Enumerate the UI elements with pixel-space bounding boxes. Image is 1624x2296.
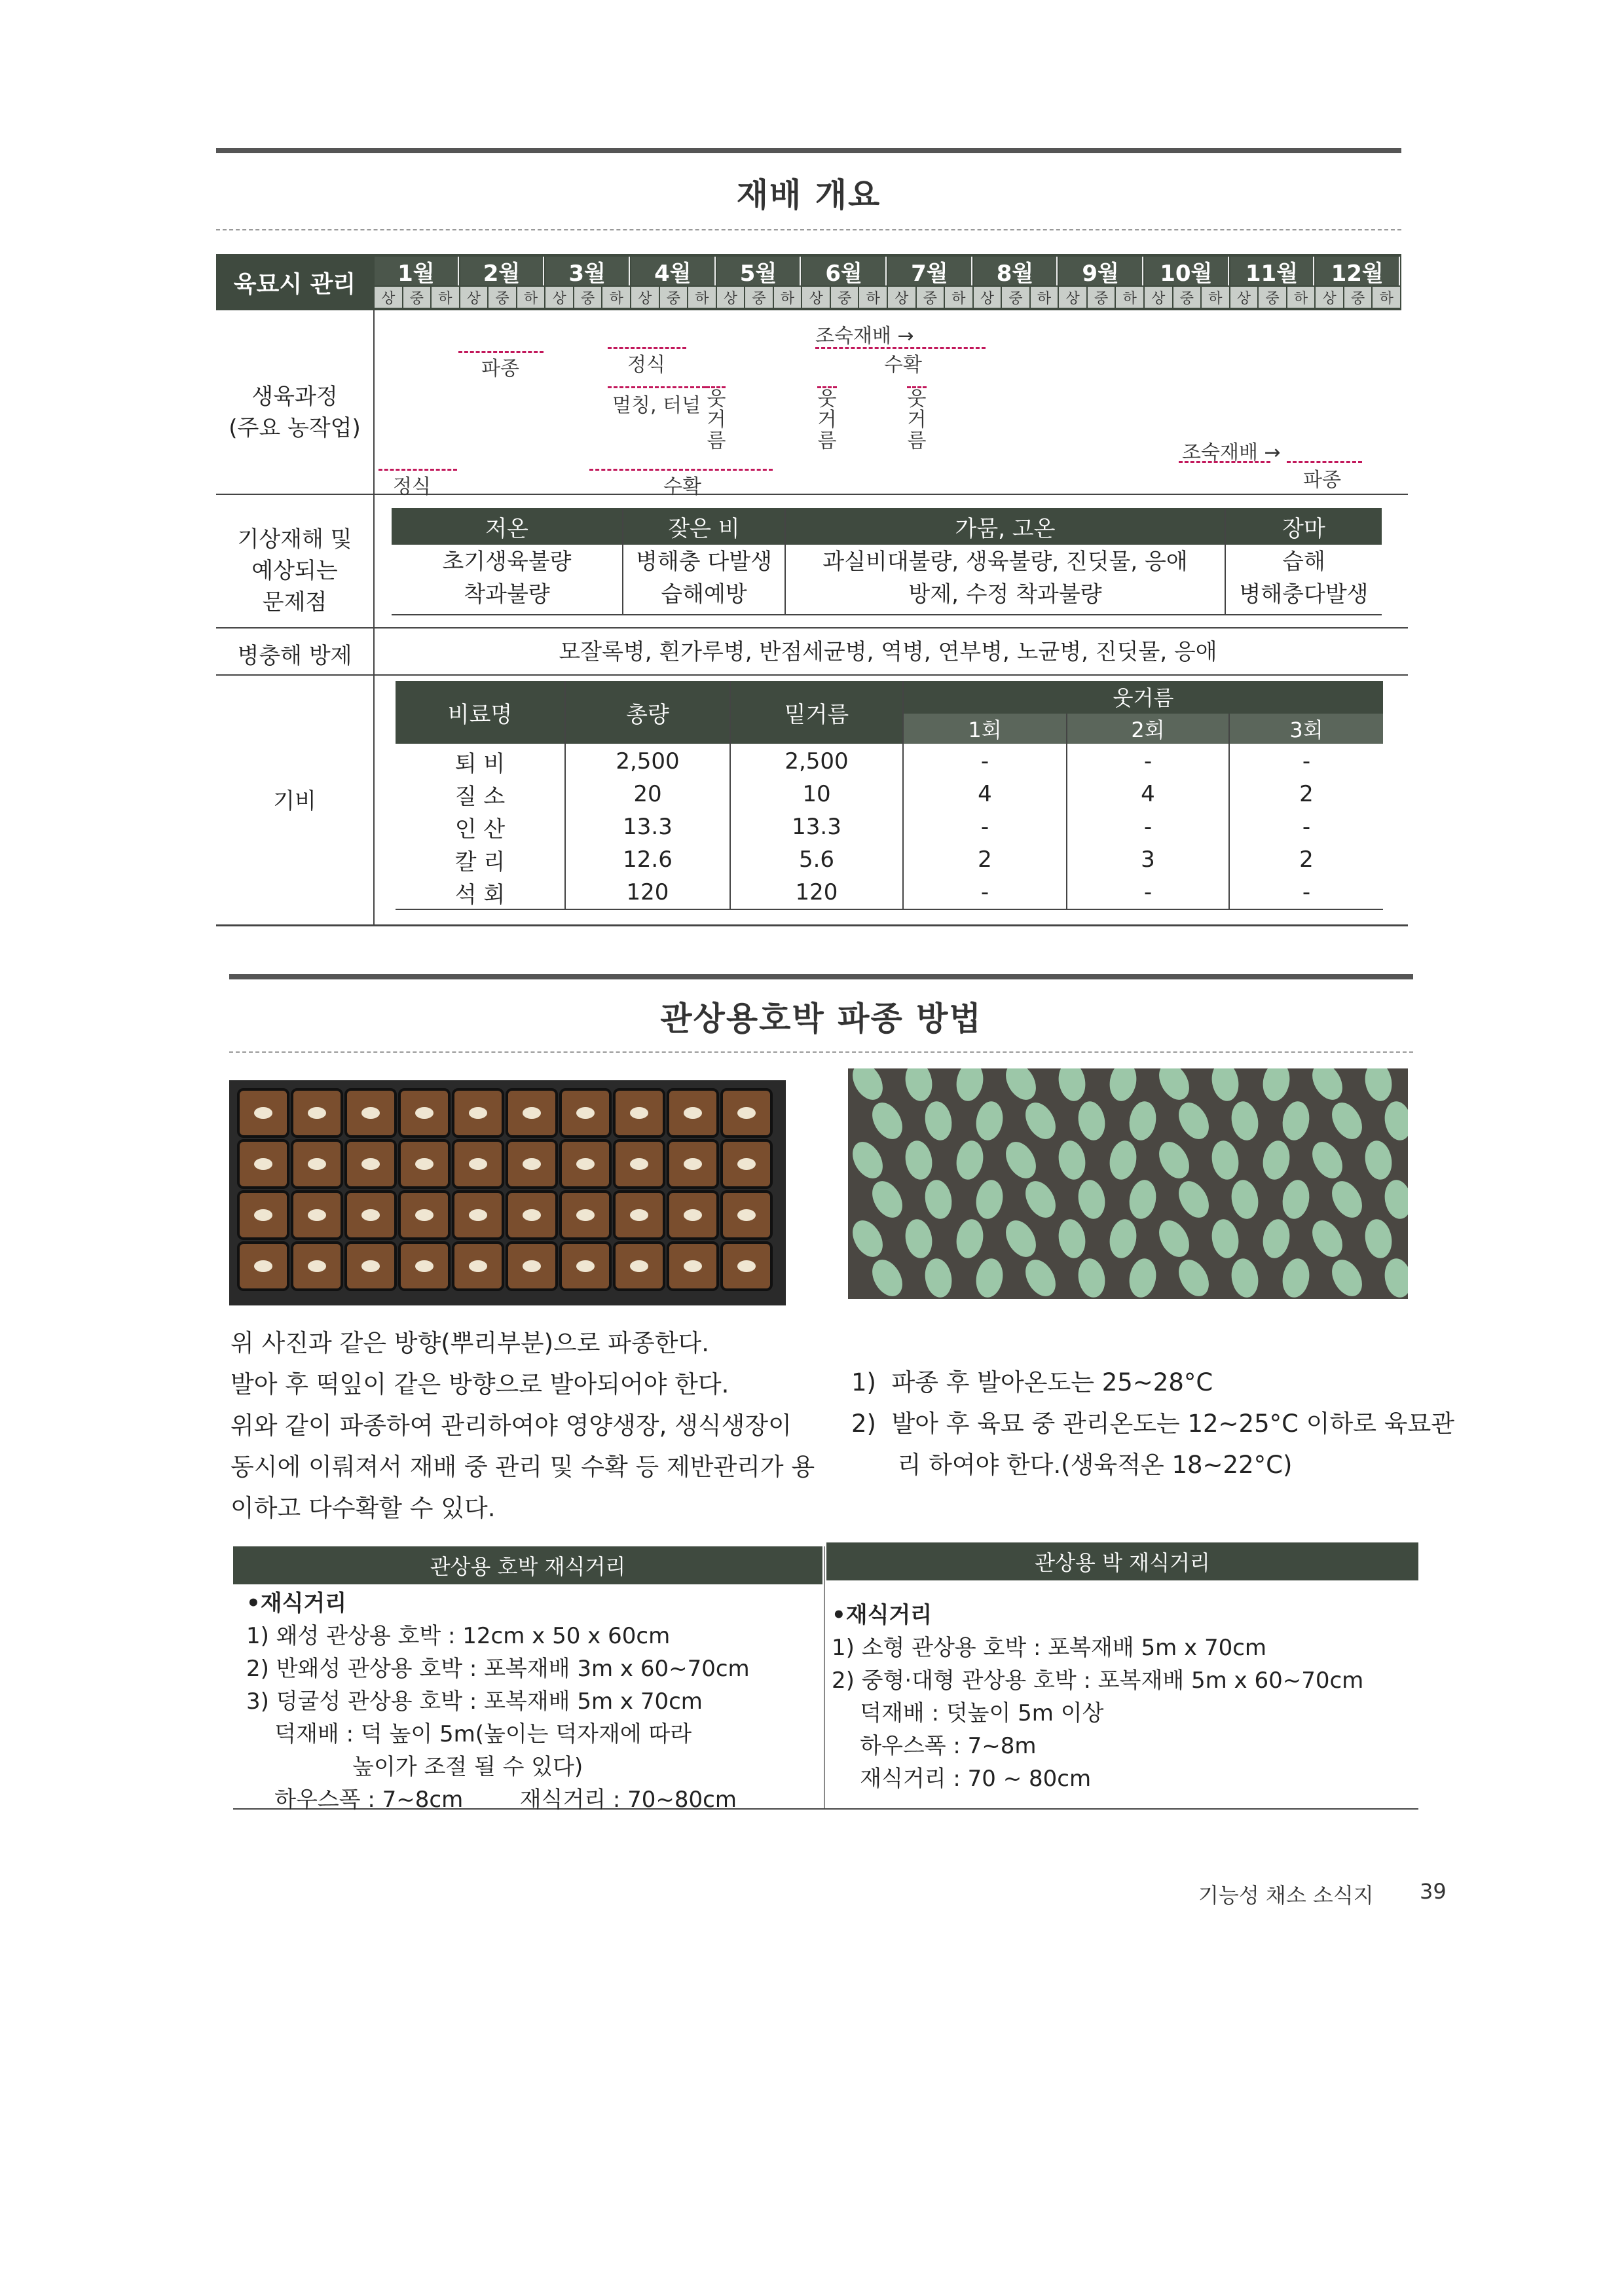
weather-monsoon-line2: 병해충다발생 (1239, 581, 1369, 608)
footer-publication: 기능성 채소 소식지 (1198, 1883, 1374, 1908)
weather-head-rain: 잦은 비 (668, 515, 740, 542)
fert-cell-total: 120 (626, 879, 669, 905)
month-sub-1-3: 하 (432, 287, 459, 308)
fert-cell-t3: 2 (1299, 847, 1314, 873)
fert-cell-t1: 4 (978, 781, 992, 807)
month-sub-11-2: 중 (1259, 287, 1286, 308)
month-sub-10-1: 상 (1145, 287, 1172, 308)
month-sub-1-1: 상 (375, 287, 402, 308)
weather-rain-line1: 병해충 다발생 (636, 549, 772, 575)
fert-head-total: 총량 (626, 701, 669, 728)
seed (308, 1209, 326, 1221)
row-divider (216, 674, 1408, 676)
month-sub-3-3: 하 (602, 287, 630, 308)
month-sub-6-2: 중 (831, 287, 858, 308)
seed (737, 1158, 756, 1170)
sowing-text-line2: 발아 후 떡잎이 같은 방향으로 발아되어야 한다. (231, 1370, 729, 1398)
fert-cell-t3: - (1302, 748, 1311, 774)
month-4: 4월 (631, 257, 716, 285)
spacing-line: 덕재배 : 덧높이 5m 이상 (832, 1700, 1104, 1726)
growth-planting2: 정식 (393, 475, 431, 498)
seed (254, 1260, 272, 1272)
growth-label-line2: (주요 농작업) (229, 415, 361, 441)
fert-bottom-line (396, 909, 1383, 910)
seed (415, 1158, 434, 1170)
month-sub-7-1: 상 (888, 287, 915, 308)
growth-sowing2: 파종 (1303, 469, 1341, 492)
seed (523, 1260, 541, 1272)
month-sub-7-2: 중 (917, 287, 944, 308)
fertilizer-label: 기비 (273, 788, 316, 814)
box-right-title: 관상용 박 재식거리 (1035, 1550, 1210, 1575)
seed (469, 1260, 487, 1272)
fert-cell-base: 120 (795, 879, 838, 905)
fert-cell-total: 2,500 (616, 748, 680, 774)
fert-head-name: 비료명 (447, 701, 513, 728)
fert-cell-base: 5.6 (798, 847, 835, 873)
fert-col-divider (564, 681, 566, 909)
month-sub-12-3: 하 (1373, 287, 1400, 308)
month-7: 7월 (888, 257, 972, 285)
box-left-heading: •재식거리 (246, 1590, 347, 1616)
box-left-title: 관상용 호박 재식거리 (430, 1554, 626, 1579)
seedlings-photo (848, 1068, 1408, 1299)
growth-topdress-2: 웃거름 (817, 388, 837, 452)
pest-label: 병충해 방제 (237, 643, 352, 669)
seed (737, 1107, 756, 1119)
weather-label-2: 예상되는 (251, 558, 338, 584)
fert-cell-t2: 4 (1141, 781, 1155, 807)
month-sub-11-1: 상 (1230, 287, 1258, 308)
seed (684, 1260, 702, 1272)
growth-late-cultivation: 조숙재배 → (815, 325, 914, 348)
month-sub-9-2: 중 (1088, 287, 1115, 308)
month-sub-4-1: 상 (631, 287, 659, 308)
fert-cell-total: 13.3 (623, 814, 673, 840)
seed (415, 1107, 434, 1119)
month-sub-5-3: 하 (774, 287, 802, 308)
month-sub-4-3: 하 (688, 287, 716, 308)
temp-text-line1: 1) 파종 후 발아온도는 25~28°C (851, 1368, 1213, 1396)
month-11: 11월 (1230, 257, 1315, 285)
month-sub-3-1: 상 (545, 287, 573, 308)
fert-head-t3: 3회 (1289, 718, 1323, 742)
weather-rain-line2: 습해예방 (661, 581, 747, 608)
temp-text-line2: 2) 발아 후 육묘 중 관리온도는 12~25°C 이하로 육묘관 (851, 1410, 1454, 1438)
seed (308, 1260, 326, 1272)
fert-cell-name: 석 회 (454, 881, 506, 908)
fert-cell-name: 질 소 (454, 783, 506, 810)
section2-title-underline (229, 1051, 1413, 1053)
weather-cold-line2: 착과불량 (464, 581, 550, 608)
fert-cell-total: 12.6 (623, 847, 673, 873)
seed (361, 1209, 380, 1221)
box-right-heading: •재식거리 (832, 1602, 932, 1628)
month-2: 2월 (460, 257, 545, 285)
seed (361, 1158, 380, 1170)
pest-text: 모잘록병, 흰가루병, 반점세균병, 역병, 연부병, 노균병, 진딧물, 응애 (559, 639, 1217, 665)
seed (684, 1107, 702, 1119)
seed (684, 1158, 702, 1170)
seed (254, 1107, 272, 1119)
month-sub-7-3: 하 (945, 287, 972, 308)
fert-col-divider (1066, 714, 1067, 909)
seed (523, 1209, 541, 1221)
fert-cell-name: 인 산 (454, 816, 506, 843)
month-sub-2-2: 중 (489, 287, 516, 308)
fert-head-base: 밑거름 (784, 701, 849, 728)
fert-cell-base: 13.3 (792, 814, 841, 840)
fert-cell-t1: - (980, 748, 989, 774)
seed (630, 1209, 648, 1221)
sowing-text-line4: 동시에 이뤄져서 재배 중 관리 및 수확 등 제반관리가 용 (231, 1453, 815, 1481)
spacing-line: 2) 반왜성 관상용 호박 : 포복재배 3m x 60~70cm (246, 1656, 750, 1682)
fert-cell-t2: - (1143, 879, 1153, 905)
seed (630, 1158, 648, 1170)
sowing-text-line1: 위 사진과 같은 방향(뿌리부분)으로 파종한다. (231, 1329, 710, 1357)
month-sub-10-2: 중 (1173, 287, 1201, 308)
fert-head-top: 웃거름 (1113, 685, 1174, 710)
growth-label-line1: 생육과정 (251, 384, 338, 410)
month-sub-8-2: 중 (1002, 287, 1029, 308)
weather-cold-line1: 초기생육불량 (442, 549, 572, 575)
spacing-line: 덕재배 : 덕 높이 5m(높이는 덕자재에 따라 (246, 1721, 692, 1747)
weather-label-1: 기상재해 및 (237, 526, 352, 553)
month-sub-3-2: 중 (574, 287, 602, 308)
growth-topdress-1: 웃거름 (707, 388, 726, 452)
fert-cell-t2: 3 (1141, 847, 1155, 873)
section1-top-rule (216, 148, 1401, 153)
fert-cell-total: 20 (633, 781, 662, 807)
seed (684, 1209, 702, 1221)
fert-head-t1: 1회 (968, 718, 1002, 742)
month-sub-8-3: 하 (1031, 287, 1058, 308)
fert-head-t2: 2회 (1131, 718, 1165, 742)
spacing-line: 높이가 조절 될 수 있다) (246, 1754, 583, 1780)
fert-cell-t3: - (1302, 814, 1311, 840)
seed (576, 1107, 595, 1119)
growth-late-cultivation-2: 조숙재배 → (1182, 441, 1281, 464)
calendar-header-label: 육묘시 관리 (233, 270, 356, 298)
seed-tray-photo (229, 1080, 786, 1305)
seed (254, 1158, 272, 1170)
row-divider (216, 627, 1408, 629)
section2-title: 관상용호박 파종 방법 (660, 1000, 982, 1038)
seed (415, 1260, 434, 1272)
seed (361, 1260, 380, 1272)
seed (523, 1158, 541, 1170)
weather-drought-line1: 과실비대불량, 생육불량, 진딧물, 응애 (822, 549, 1188, 575)
seed (576, 1158, 595, 1170)
growth-topdress-3: 웃거름 (907, 388, 927, 452)
mulching-line (608, 386, 706, 388)
seed (576, 1209, 595, 1221)
seed (469, 1158, 487, 1170)
footer-page-number: 39 (1420, 1879, 1447, 1904)
fert-cell-t1: - (980, 814, 989, 840)
month-10: 10월 (1145, 257, 1229, 285)
spacing-line: 2) 중형·대형 관상용 호박 : 포복재배 5m x 60~70cm (832, 1667, 1364, 1694)
fert-cell-base: 2,500 (784, 748, 849, 774)
seedlings-image (848, 1068, 1408, 1299)
month-sub-8-1: 상 (974, 287, 1001, 308)
seed (630, 1260, 648, 1272)
month-3: 3월 (545, 257, 630, 285)
seed (415, 1209, 434, 1221)
weather-monsoon-line1: 습해 (1282, 549, 1325, 575)
month-sub-1-2: 중 (403, 287, 431, 308)
fert-col-divider (1228, 714, 1230, 909)
section1-title: 재배 개요 (736, 176, 881, 214)
weather-bottom-line (392, 614, 1382, 615)
label-column-divider (373, 310, 375, 926)
fert-cell-t2: - (1143, 814, 1153, 840)
fert-cell-t2: - (1143, 748, 1153, 774)
month-sub-9-1: 상 (1059, 287, 1086, 308)
month-1: 1월 (375, 257, 459, 285)
growth-harvest2: 수확 (663, 475, 701, 498)
month-5: 5월 (717, 257, 802, 285)
month-sub-2-3: 하 (517, 287, 545, 308)
seed (308, 1158, 326, 1170)
spacing-line: 1) 왜성 관상용 호박 : 12cm x 50 x 60cm (246, 1623, 671, 1649)
month-sub-5-1: 상 (717, 287, 745, 308)
month-sub-10-3: 하 (1202, 287, 1229, 308)
box-divider (824, 1546, 825, 1808)
seed (737, 1209, 756, 1221)
seed (523, 1107, 541, 1119)
sowing-text-line5: 이하고 다수확할 수 있다. (231, 1494, 496, 1522)
spacing-line: 하우스폭 : 7~8m (832, 1733, 1037, 1759)
seed-tray-image (229, 1080, 786, 1305)
fert-cell-t1: - (980, 879, 989, 905)
fertilizer-rows (396, 745, 1383, 909)
fert-cell-t3: 2 (1299, 781, 1314, 807)
seed (361, 1107, 380, 1119)
spacing-line: 재식거리 : 70 ~ 80cm (832, 1766, 1092, 1792)
month-sub-12-1: 상 (1316, 287, 1343, 308)
months-row (375, 257, 1401, 309)
section1-bottom-rule (216, 924, 1408, 926)
weather-drought-line2: 방제, 수정 착과불량 (908, 581, 1102, 608)
growth-planting1: 정식 (627, 354, 665, 376)
seed (737, 1260, 756, 1272)
weather-head-monsoon: 장마 (1282, 515, 1325, 542)
seed (630, 1107, 648, 1119)
month-sub-6-3: 하 (859, 287, 887, 308)
seed (308, 1107, 326, 1119)
weather-head-drought: 가뭄, 고온 (955, 515, 1056, 542)
month-sub-4-2: 중 (660, 287, 688, 308)
fert-cell-name: 퇴 비 (454, 750, 506, 777)
growth-mulching: 멀칭, 터널 (612, 394, 701, 417)
fert-col-divider (902, 681, 904, 909)
growth-sowing1: 파종 (481, 357, 519, 380)
section2-top-rule (229, 974, 1413, 979)
sowing-text-line3: 위와 같이 파종하여 관리하여야 영양생장, 생식생장이 (231, 1412, 792, 1440)
section1-title-underline (216, 229, 1401, 230)
growth-harvest1: 수확 (884, 354, 922, 376)
month-sub-9-3: 하 (1116, 287, 1143, 308)
fert-cell-t1: 2 (978, 847, 992, 873)
month-sub-6-1: 상 (802, 287, 830, 308)
month-sub-12-2: 중 (1344, 287, 1372, 308)
fert-col-divider (729, 681, 731, 909)
spacing-line: 1) 소형 관상용 호박 : 포복재배 5m x 70cm (832, 1635, 1267, 1661)
month-12: 12월 (1316, 257, 1400, 285)
seed (576, 1260, 595, 1272)
month-8: 8월 (974, 257, 1058, 285)
sowing2-line (1287, 461, 1362, 463)
weather-head-cold: 저온 (485, 515, 528, 542)
month-sub-5-2: 중 (745, 287, 773, 308)
seed (469, 1107, 487, 1119)
month-sub-11-3: 하 (1287, 287, 1315, 308)
month-sub-2-1: 상 (460, 287, 488, 308)
month-6: 6월 (802, 257, 887, 285)
spacing-line: 3) 덩굴성 관상용 호박 : 포복재배 5m x 70cm (246, 1688, 703, 1715)
fert-cell-name: 칼 리 (454, 848, 506, 875)
weather-label-3: 문제점 (262, 589, 327, 615)
month-9: 9월 (1059, 257, 1143, 285)
temp-text-line3: 리 하여야 한다.(생육적온 18~22°C) (851, 1451, 1293, 1479)
seed (469, 1209, 487, 1221)
fert-cell-base: 10 (802, 781, 831, 807)
late-cult2-line (1179, 461, 1270, 463)
spacing-line: 하우스폭 : 7~8cm 재식거리 : 70~80cm (246, 1787, 737, 1813)
fert-cell-t3: - (1302, 879, 1311, 905)
seed (254, 1209, 272, 1221)
